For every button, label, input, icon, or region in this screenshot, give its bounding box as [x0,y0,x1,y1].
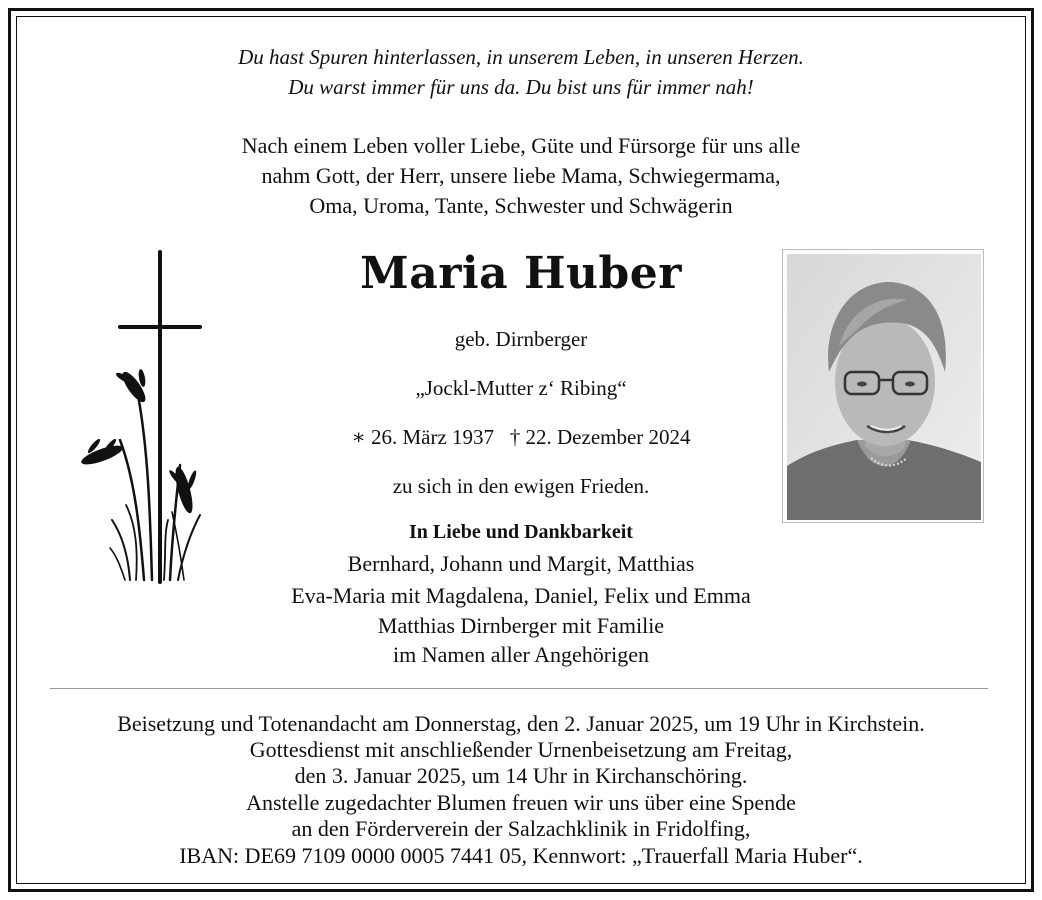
mourners-line-3: Matthias Dirnberger mit Familie [377,613,665,638]
funeral-line-3: den 3. Januar 2025, um 14 Uhr in Kirchanschöring. [294,763,748,788]
deceased-name: Maria Huber [360,248,682,299]
mourners-line-1: Bernhard, Johann und Margit, Matthias [347,551,695,576]
funeral-line-1: Beisetzung und Totenandacht am Donnerstag, den 2. Januar 2025, um 19 Uhr in Kirchstein. [117,711,925,736]
funeral-line-2: Gottesdienst mit anschließender Urnenbeisetzung am Freitag, [249,737,793,762]
section-divider [50,688,988,689]
funeral-line-4: Anstelle zugedachter Blumen freuen wir uns über eine Spende [246,790,796,815]
funeral-line-5: an den Förderverein der Salzachklinik in Fridolfing, [291,816,751,841]
mourners-line-2: Eva-Maria mit Magdalena, Daniel, Felix und Emma [291,583,751,608]
portrait-image [787,254,981,520]
funeral-line-6: IBAN: DE69 7109 0000 0005 7441 05, Kennwort: „Trauerfall Maria Huber“. [179,843,863,868]
portrait-photo [782,249,984,523]
intro-line-2: nahm Gott, der Herr, unsere liebe Mama, Schwiegermama, [261,163,781,188]
motto-line-2: Du warst immer für uns da. Du bist uns für immer nah! [288,75,754,99]
peace-line: zu sich in den ewigen Frieden. [392,474,650,498]
motto-line-1: Du hast Spuren hinterlassen, in unserem Leben, in unseren Herzen. [238,45,804,69]
intro-line-1: Nach einem Leben voller Liebe, Güte und Fürsorge für uns alle [241,133,801,158]
mourners-line-4: im Namen aller Angehörigen [393,642,649,667]
nickname: „Jockl-Mutter z‘ Ribing“ [415,376,627,400]
mourners-heading: In Liebe und Dankbarkeit [409,521,633,543]
birth-name: geb. Dirnberger [454,327,588,351]
life-dates: ∗ 26. März 1937 † 22. Dezember 2024 [351,425,691,449]
intro-line-3: Oma, Uroma, Tante, Schwester und Schwägerin [309,193,733,218]
